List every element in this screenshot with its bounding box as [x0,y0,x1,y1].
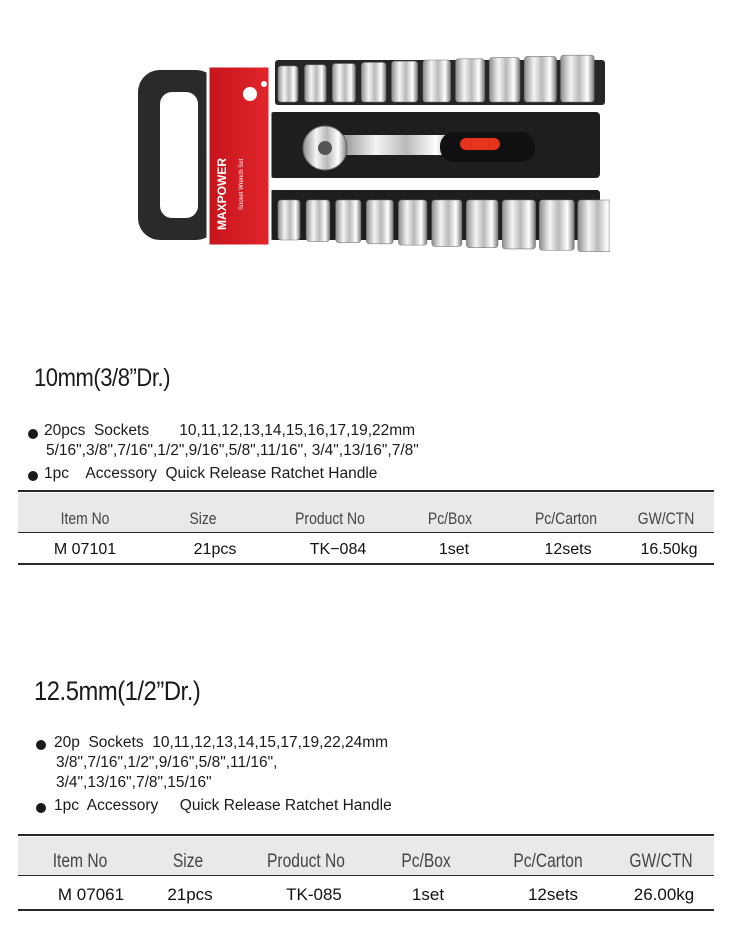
sockets-inch-sizes-line: 3/8",7/16",1/2",9/16",5/8",11/16", [56,754,278,771]
socket-icon [502,200,535,249]
spec-table [18,834,714,918]
socket-icon [361,62,386,102]
accessory-spec-line: 1pc Accessory Quick Release Ratchet Handle [44,465,378,482]
socket-icon [306,200,330,241]
cell-pc-carton: 12sets [527,885,579,904]
header-gw-ctn: GW/CTN [629,851,693,872]
sockets-inch-sizes-line: 3/4",13/16",7/8",15/16" [56,774,212,791]
socket-icon [332,64,355,102]
socket-icon [398,200,426,245]
header-item-no: Item No [60,509,110,528]
bullet-icon [36,740,46,750]
socket-icon [432,200,462,246]
socket-icon [336,200,361,243]
brand-card [208,66,270,246]
header-product-no: Product No [295,509,365,528]
spec-table [18,490,714,570]
socket-icon [489,58,520,102]
section-title: 10mm(3/8”Dr.) [34,364,171,392]
cell-item-no: M 07101 [53,541,117,558]
header-item-no: Item No [52,851,108,872]
socket-icon [366,200,393,244]
sockets-spec-line: 20p Sockets 10,11,12,13,14,15,17,19,22,24mm [54,734,389,751]
cell-gw-ctn: 16.50kg [640,541,698,558]
socket-icon [456,59,485,102]
header-size: Size [172,851,204,872]
bullet-icon [28,429,38,439]
cell-pc-carton: 12sets [544,541,592,558]
cell-size: 21pcs [167,885,213,904]
header-pc-carton: Pc/Carton [535,509,597,528]
header-pc-box: Pc/Box [427,509,473,528]
bullet-icon [36,803,46,813]
header-pc-box: Pc/Box [401,851,451,872]
socket-icon [392,61,418,102]
cell-item-no: M 07061 [57,885,125,904]
header-product-no: Product No [267,851,345,872]
header-pc-carton: Pc/Carton [513,851,583,872]
socket-icon [524,56,556,102]
bottom-sockets [278,200,610,252]
socket-icon [278,66,298,102]
cell-product-no: TK−084 [309,541,367,558]
socket-icon [539,200,574,250]
accessory-spec-line: 1pc Accessory Quick Release Ratchet Handle [54,797,392,814]
sockets-spec-line: 20pcs Sockets 10,11,12,13,14,15,16,17,19,22mm [44,422,416,439]
box-label: Socket Wrench Set [239,158,245,210]
socket-icon [305,65,327,102]
cell-product-no: TK-085 [286,885,342,904]
bullet-icon [28,471,38,481]
cell-pc-box: 1set [438,541,470,558]
socket-icon [423,60,451,102]
socket-icon [466,200,498,248]
cell-size: 21pcs [193,541,237,558]
brand-label: MAXPOWER [215,158,229,230]
socket-icon [578,200,610,252]
header-gw-ctn: GW/CTN [637,509,695,528]
header-size: Size [189,509,217,528]
cell-gw-ctn: 26.00kg [633,885,695,904]
product-photo [130,40,610,260]
cell-pc-box: 1set [411,885,445,904]
sockets-inch-sizes-line: 5/16",3/8",7/16",1/2",9/16",5/8",11/16", 3/4",13/16",7/8" [46,442,419,459]
socket-icon [278,200,300,240]
socket-icon [561,55,595,102]
section-title: 12.5mm(1/2”Dr.) [34,676,201,706]
